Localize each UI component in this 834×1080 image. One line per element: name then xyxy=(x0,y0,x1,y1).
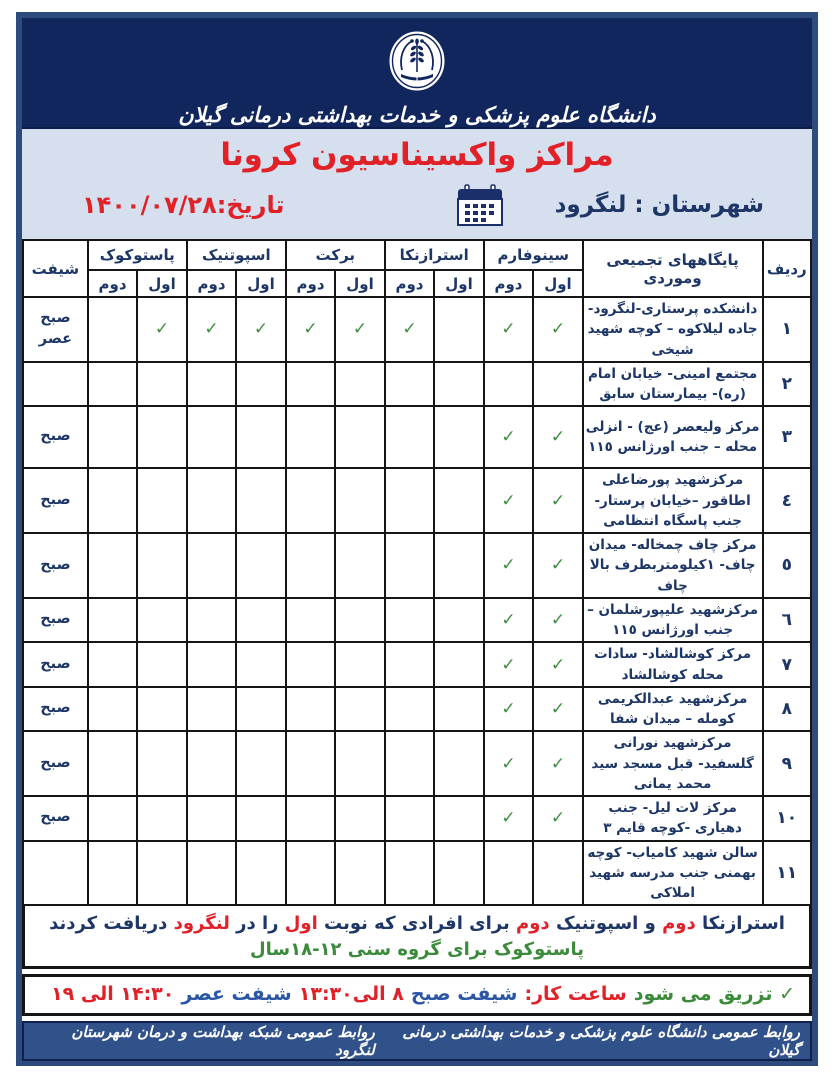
column-header-row-number: ردیف xyxy=(763,240,811,297)
dose-cell-empty xyxy=(236,533,285,598)
dose-cell-empty xyxy=(434,731,483,796)
dose-cell-empty xyxy=(236,406,285,468)
dose-cell-empty xyxy=(434,362,483,407)
row-number-cell: ٢ xyxy=(763,362,811,407)
note-pastocovac-age xyxy=(31,939,803,960)
dose-cell-empty xyxy=(187,687,237,732)
check-icon: ✓ xyxy=(286,297,336,362)
dose-cell-empty xyxy=(88,687,137,732)
hours-segment: ۸ الی۱۳:۳۰ xyxy=(298,983,404,1006)
dose-cell-empty xyxy=(335,362,384,407)
hours-segment: ساعت کار: xyxy=(524,983,627,1006)
dose-cell-empty xyxy=(286,406,336,468)
row-number-cell: ٩ xyxy=(763,731,811,796)
row-number-cell: ١١ xyxy=(763,841,811,906)
shift-cell: صبح xyxy=(23,796,88,841)
dose-cell-empty xyxy=(286,687,336,732)
check-icon: ✓ xyxy=(533,297,582,362)
dose-cell-empty xyxy=(88,731,137,796)
dose-cell-empty xyxy=(434,642,483,687)
column-header-shift: شیفت xyxy=(23,240,88,297)
check-icon: ✓ xyxy=(533,731,582,796)
row-number-cell: ٥ xyxy=(763,533,811,598)
dose-cell-empty xyxy=(385,533,434,598)
dose-cell-empty xyxy=(236,841,285,906)
center-name-cell: مرکز چاف چمخاله- میدان چاف- ۱کیلومتربطرف بالا چاف xyxy=(583,533,763,598)
dose-cell-empty xyxy=(385,362,434,407)
row-number-cell: ٦ xyxy=(763,598,811,643)
shift-cell: صبح xyxy=(23,406,88,468)
dose-cell-empty xyxy=(286,796,336,841)
column-header-vaccine: استرازنکا xyxy=(385,240,484,270)
dose-cell-empty xyxy=(236,362,285,407)
check-icon: ✓ xyxy=(236,297,285,362)
center-name-cell: مرکزشهید عبدالکریمی کومله – میدان شفا xyxy=(583,687,763,732)
dose-cell-empty xyxy=(335,642,384,687)
shift-cell xyxy=(23,841,88,906)
dose-cell-empty xyxy=(137,731,186,796)
dose-cell-empty xyxy=(434,796,483,841)
table-row xyxy=(23,362,811,407)
title-sub-row xyxy=(22,179,812,231)
dose-cell-empty xyxy=(335,687,384,732)
page-frame xyxy=(16,12,818,1066)
dose-cell-empty xyxy=(385,642,434,687)
footer-university-pr: روابط عمومی دانشگاه علوم پزشکی و خدمات بهداشتی درمانی گیلان xyxy=(402,1023,800,1060)
dose-cell-empty xyxy=(187,642,237,687)
note-segment: برای افرادی که نوبت xyxy=(317,913,517,935)
dose-cell-empty xyxy=(137,687,186,732)
dose-cell-empty xyxy=(88,533,137,598)
note-segment: استرازنکا xyxy=(695,913,785,935)
check-icon: ✓ xyxy=(335,297,384,362)
note-segment: دوم xyxy=(516,913,550,935)
shift-cell: صبح xyxy=(23,598,88,643)
column-header-dose: اول xyxy=(434,270,483,297)
dose-cell-empty xyxy=(385,468,434,533)
check-icon: ✓ xyxy=(533,642,582,687)
notes-block xyxy=(22,906,812,969)
column-header-vaccine: برکت xyxy=(286,240,385,270)
dose-cell-empty xyxy=(484,362,534,407)
dose-cell-empty xyxy=(286,642,336,687)
table-row xyxy=(23,406,811,468)
check-icon: ✓ xyxy=(385,297,434,362)
dose-cell-empty xyxy=(187,731,237,796)
dose-cell-empty xyxy=(88,598,137,643)
shift-cell: صبح xyxy=(23,642,88,687)
dose-cell-empty xyxy=(286,468,336,533)
row-number-cell: ٨ xyxy=(763,687,811,732)
column-header-vaccine: اسپوتنیک xyxy=(187,240,286,270)
note-segment: و اسپوتنیک xyxy=(549,913,663,935)
note-segment: دوم xyxy=(662,913,696,935)
university-logo-icon xyxy=(385,28,449,94)
dose-cell-empty xyxy=(236,731,285,796)
university-header xyxy=(22,18,812,129)
table-row xyxy=(23,468,811,533)
shift-cell: صبح xyxy=(23,468,88,533)
hours-segment: ۱۴:۳۰ الی ۱۹ xyxy=(51,983,175,1006)
dose-cell-empty xyxy=(286,598,336,643)
dose-cell-empty xyxy=(385,796,434,841)
check-icon: ✓ xyxy=(533,687,582,732)
table-row xyxy=(23,297,811,362)
center-name-cell: مرکزشهید علیپورشلمان – جنب اورژانس ١١٥ xyxy=(583,598,763,643)
check-icon: ✓ xyxy=(484,533,534,598)
dose-cell-empty xyxy=(88,841,137,906)
vaccination-centers-table xyxy=(22,239,812,906)
center-name-cell: سالن شهید کامیاب- کوچه بهمنی جنب مدرسه شهید املاکی xyxy=(583,841,763,906)
check-icon: ✓ xyxy=(533,468,582,533)
column-header-dose: دوم xyxy=(484,270,534,297)
column-header-dose: اول xyxy=(335,270,384,297)
column-header-dose: دوم xyxy=(187,270,237,297)
check-icon: ✓ xyxy=(533,796,582,841)
dose-cell-empty xyxy=(434,598,483,643)
check-icon: ✓ xyxy=(137,297,186,362)
dose-cell-empty xyxy=(137,642,186,687)
dose-cell-empty xyxy=(137,468,186,533)
dose-cell-empty xyxy=(236,642,285,687)
center-name-cell: مرکزشهید نورانی گلسفید- قبل مسجد سید محمد یمانی xyxy=(583,731,763,796)
row-number-cell: ١٠ xyxy=(763,796,811,841)
dose-cell-empty xyxy=(137,406,186,468)
calendar-icon xyxy=(456,184,504,226)
hours-segment: شیفت عصر xyxy=(181,983,292,1006)
dose-cell-empty xyxy=(236,796,285,841)
dose-cell-empty xyxy=(88,642,137,687)
dose-cell-empty xyxy=(137,796,186,841)
dose-cell-empty xyxy=(236,687,285,732)
hours-segment: شیفت صبح xyxy=(410,983,518,1006)
check-icon: ✓ xyxy=(484,731,534,796)
note-segment: اول xyxy=(284,913,318,935)
dose-cell-empty xyxy=(187,598,237,643)
dose-cell-empty xyxy=(286,362,336,407)
dose-cell-empty xyxy=(187,468,237,533)
dose-cell-empty xyxy=(137,598,186,643)
check-icon: ✓ xyxy=(484,598,534,643)
dose-cell-empty xyxy=(286,533,336,598)
table-row xyxy=(23,841,811,906)
dose-cell-empty xyxy=(137,533,186,598)
dose-cell-empty xyxy=(335,468,384,533)
dose-cell-empty xyxy=(385,598,434,643)
check-icon: ✓ xyxy=(484,642,534,687)
dose-cell-empty xyxy=(88,468,137,533)
dose-cell-empty xyxy=(385,687,434,732)
dose-cell-empty xyxy=(236,598,285,643)
footer-band xyxy=(22,1021,812,1061)
dose-cell-empty xyxy=(434,406,483,468)
note-segment: دریافت کردند xyxy=(49,913,174,935)
dose-cell-empty xyxy=(434,841,483,906)
table-row xyxy=(23,796,811,841)
dose-cell-empty xyxy=(533,362,582,407)
check-icon: ✓ xyxy=(533,406,582,468)
dose-cell-empty xyxy=(137,362,186,407)
dose-cell-empty xyxy=(187,406,237,468)
shift-cell xyxy=(23,362,88,407)
dose-cell-empty xyxy=(335,841,384,906)
note-segment: پاستوکوک برای گروه سنی ۱۲-۱۸سال xyxy=(250,939,584,961)
check-icon: ✓ xyxy=(484,687,534,732)
check-icon: ✓ xyxy=(484,796,534,841)
row-number-cell: ٧ xyxy=(763,642,811,687)
table-row xyxy=(23,687,811,732)
column-header-dose: اول xyxy=(236,270,285,297)
table-row xyxy=(23,598,811,643)
column-header-dose: اول xyxy=(533,270,582,297)
dose-cell-empty xyxy=(187,841,237,906)
table-row xyxy=(23,731,811,796)
shift-cell: صبح xyxy=(23,731,88,796)
dose-cell-empty xyxy=(434,533,483,598)
center-name-cell: مرکزشهید پورضاعلی اطاقور –خیابان پرستار- جنب پاسگاه انتظامی xyxy=(583,468,763,533)
column-header-dose: دوم xyxy=(286,270,336,297)
center-name-cell: دانشکده پرستاری-لنگرود- جاده لیلاکوه – کوچه شهید شیخی xyxy=(583,297,763,362)
dose-cell-empty xyxy=(335,533,384,598)
university-name: دانشگاه علوم پزشکی و خدمات بهداشتی درمانی گیلان xyxy=(178,102,656,127)
note-segment: لنگرود xyxy=(173,913,230,935)
dose-cell-empty xyxy=(335,598,384,643)
dose-cell-empty xyxy=(286,731,336,796)
center-name-cell: مرکز لات لیل- جنب دهیاری -کوچه قایم ۳ xyxy=(583,796,763,841)
dose-cell-empty xyxy=(187,362,237,407)
dose-cell-empty xyxy=(88,297,137,362)
shift-cell: صبح xyxy=(23,687,88,732)
dose-cell-empty xyxy=(385,731,434,796)
column-header-centers: پایگاههای تجمیعی وموردی xyxy=(583,240,763,297)
dose-cell-empty xyxy=(385,406,434,468)
county-label: شهرستان : لنگرود xyxy=(554,192,764,218)
dose-cell-empty xyxy=(236,468,285,533)
row-number-cell: ٣ xyxy=(763,406,811,468)
note-doses xyxy=(31,910,803,937)
dose-cell-empty xyxy=(88,796,137,841)
dose-cell-empty xyxy=(533,841,582,906)
row-number-cell: ٤ xyxy=(763,468,811,533)
date-label: تاریخ:۱۴۰۰/۰۷/۲۸ xyxy=(82,191,285,219)
row-number-cell: ١ xyxy=(763,297,811,362)
dose-cell-empty xyxy=(88,362,137,407)
column-header-dose: اول xyxy=(137,270,186,297)
dose-cell-empty xyxy=(385,841,434,906)
center-name-cell: مرکز ولیعصر (عج) - انزلی محله – جنب اورژانس ١١٥ xyxy=(583,406,763,468)
title-band xyxy=(22,129,812,239)
dose-cell-empty xyxy=(286,841,336,906)
dose-cell-empty xyxy=(88,406,137,468)
dose-cell-empty xyxy=(335,731,384,796)
center-name-cell: مجتمع امینی- خیابان امام (ره)- بیمارستان سابق xyxy=(583,362,763,407)
shift-cell: صبح xyxy=(23,533,88,598)
dose-cell-empty xyxy=(335,796,384,841)
dose-cell-empty xyxy=(484,841,534,906)
dose-cell-empty xyxy=(187,533,237,598)
column-header-dose: دوم xyxy=(88,270,137,297)
table-row xyxy=(23,642,811,687)
column-header-dose: دوم xyxy=(385,270,434,297)
dose-cell-empty xyxy=(187,796,237,841)
check-icon: ✓ xyxy=(187,297,237,362)
check-icon: ✓ xyxy=(484,406,534,468)
working-hours-band xyxy=(22,974,812,1016)
check-icon: ✓ xyxy=(484,297,534,362)
dose-cell-empty xyxy=(434,687,483,732)
table-row xyxy=(23,533,811,598)
center-name-cell: مرکز کوشالشاد- سادات محله کوشالشاد xyxy=(583,642,763,687)
note-segment: را در xyxy=(229,913,285,935)
column-header-vaccine: سینوفارم xyxy=(484,240,583,270)
dose-cell-empty xyxy=(137,841,186,906)
check-icon: ✓ xyxy=(533,598,582,643)
dose-cell-empty xyxy=(335,406,384,468)
column-header-vaccine: پاستوکوک xyxy=(88,240,187,270)
check-icon: ✓ xyxy=(484,468,534,533)
dose-cell-empty xyxy=(434,468,483,533)
footer-health-network-pr: روابط عمومی شبکه بهداشت و درمان شهرستان لنگرود xyxy=(71,1023,375,1060)
check-icon: ✓ xyxy=(533,533,582,598)
hours-segment: ✓ تزریق می شود xyxy=(633,983,795,1006)
page-title: مراکز واکسیناسیون کرونا xyxy=(220,137,614,173)
shift-cell: صبح عصر xyxy=(23,297,88,362)
dose-cell-empty xyxy=(434,297,483,362)
